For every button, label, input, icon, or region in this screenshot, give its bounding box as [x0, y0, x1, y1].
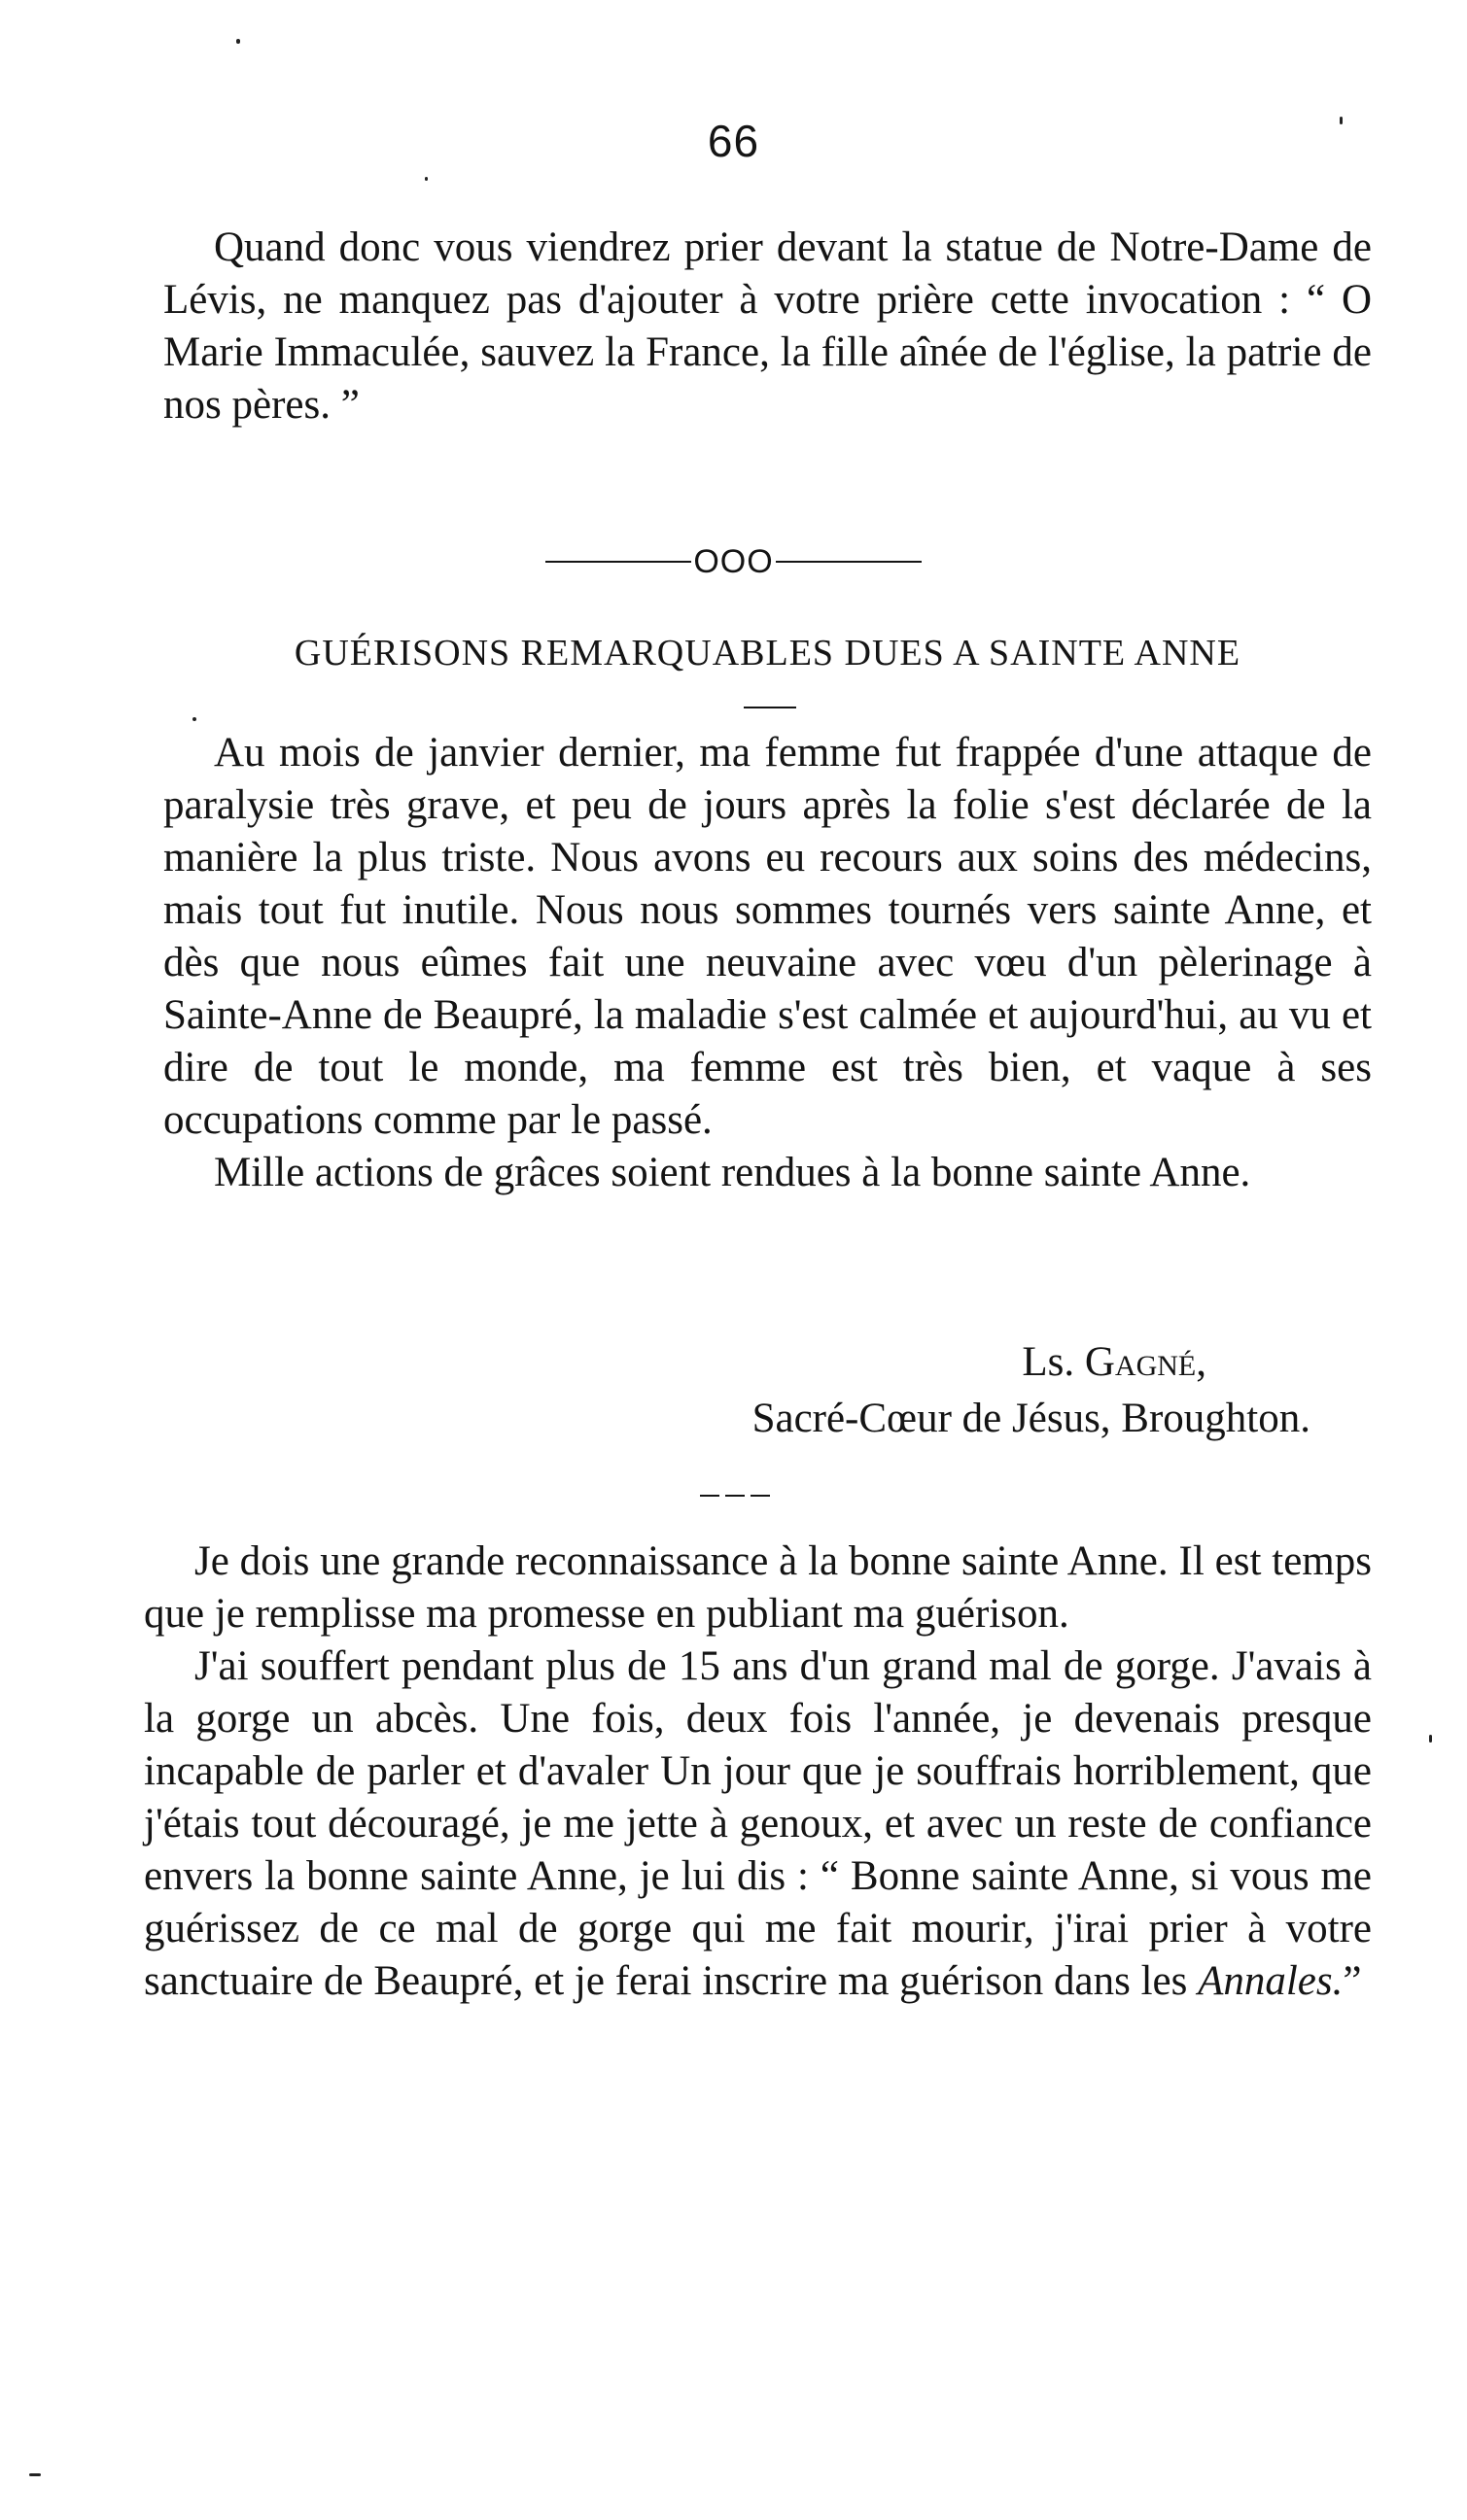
testimony-two-paragraph-one: Je dois une grande reconnaissance à la bonne sainte Anne. Il est temps que je remplisse ma promesse en publiant ma guérison.: [144, 1538, 1372, 1637]
intro-paragraph: Quand donc vous viendrez prier devant la statue de Notre-Dame de Lévis, ne manquez pas d'ajouter à votre prière cette invocation : “ O Marie Immaculée, sauvez la France, la fille aînée de l'église, la patrie de nos pères. ”: [163, 224, 1372, 428]
testimony-two: [144, 1536, 1372, 2008]
annales-italic: Annales.: [1198, 1958, 1344, 2004]
scan-speck: [192, 717, 196, 721]
intro-block: [163, 222, 1372, 432]
scan-speck: [236, 39, 240, 44]
closing-quote: ”: [1343, 1958, 1362, 2004]
scan-speck: [29, 2473, 41, 2476]
testimony-two-paragraph-two: [144, 1640, 1372, 2008]
page-number: 66: [707, 116, 760, 166]
scan-speck: [1340, 117, 1343, 124]
signature-prefix: Ls.: [1022, 1339, 1075, 1385]
section-heading: GUÉRISONS REMARQUABLES DUES A SAINTE ANNE: [294, 633, 1241, 673]
testimony-one-paragraph-one: Au mois de janvier dernier, ma femme fut frappée d'une attaque de paralysie très grave, et peu de jours après la folie s'est déclarée de la manière la plus triste. Nous avons eu recours aux soins des médecins, mais tout fut inutile. Nous nous sommes tournés vers sainte Anne, et dès que nous eûmes fait une neuvaine avec vœu d'un pèlerinage à Sainte-Anne de Beaupré, la maladie s'est calmée et aujourd'hui, au vu et dire de tout le monde, ma femme est très bien, et vaque à ses occupations comme par le passé.: [163, 730, 1372, 1143]
signature-name-line: [163, 1336, 1372, 1389]
testimony-one: [163, 727, 1372, 1199]
section-dash-separator: [700, 1495, 770, 1497]
ornamental-divider: [0, 540, 1467, 581]
divider-rule-left: [545, 561, 691, 563]
testimony-two-paragraph-two-text: J'ai souffert pendant plus de 15 ans d'un grand mal de gorge. J'avais à la gorge un abcès. Une fois, deux fois l'année, je devenais presque incapable de parler et d'avaler Un jour que je souffrais horriblement, que j'étais tout découragé, je me jette à genoux, et avec un reste de confiance envers la bonne sainte Anne, je lui dis : “ Bonne sainte Anne, si vous me guérissez de ce mal de gorge qui me fait mourir, j'irai prier à votre sanctuaire de Beaupré, et je ferai inscrire ma guérison dans les: [144, 1643, 1372, 2004]
signature-name: Gagné,: [1084, 1339, 1206, 1385]
divider-ooo-text: OOO: [693, 543, 774, 581]
scan-speck: [1429, 1735, 1432, 1743]
scan-speck: [425, 177, 428, 181]
divider-rule-right: [776, 561, 922, 563]
testimony-one-paragraph-two: Mille actions de grâces soient rendues à la bonne sainte Anne.: [214, 1150, 1251, 1195]
signature-place: Sacré-Cœur de Jésus, Broughton.: [751, 1396, 1310, 1441]
heading-underline-rule: [744, 707, 796, 708]
